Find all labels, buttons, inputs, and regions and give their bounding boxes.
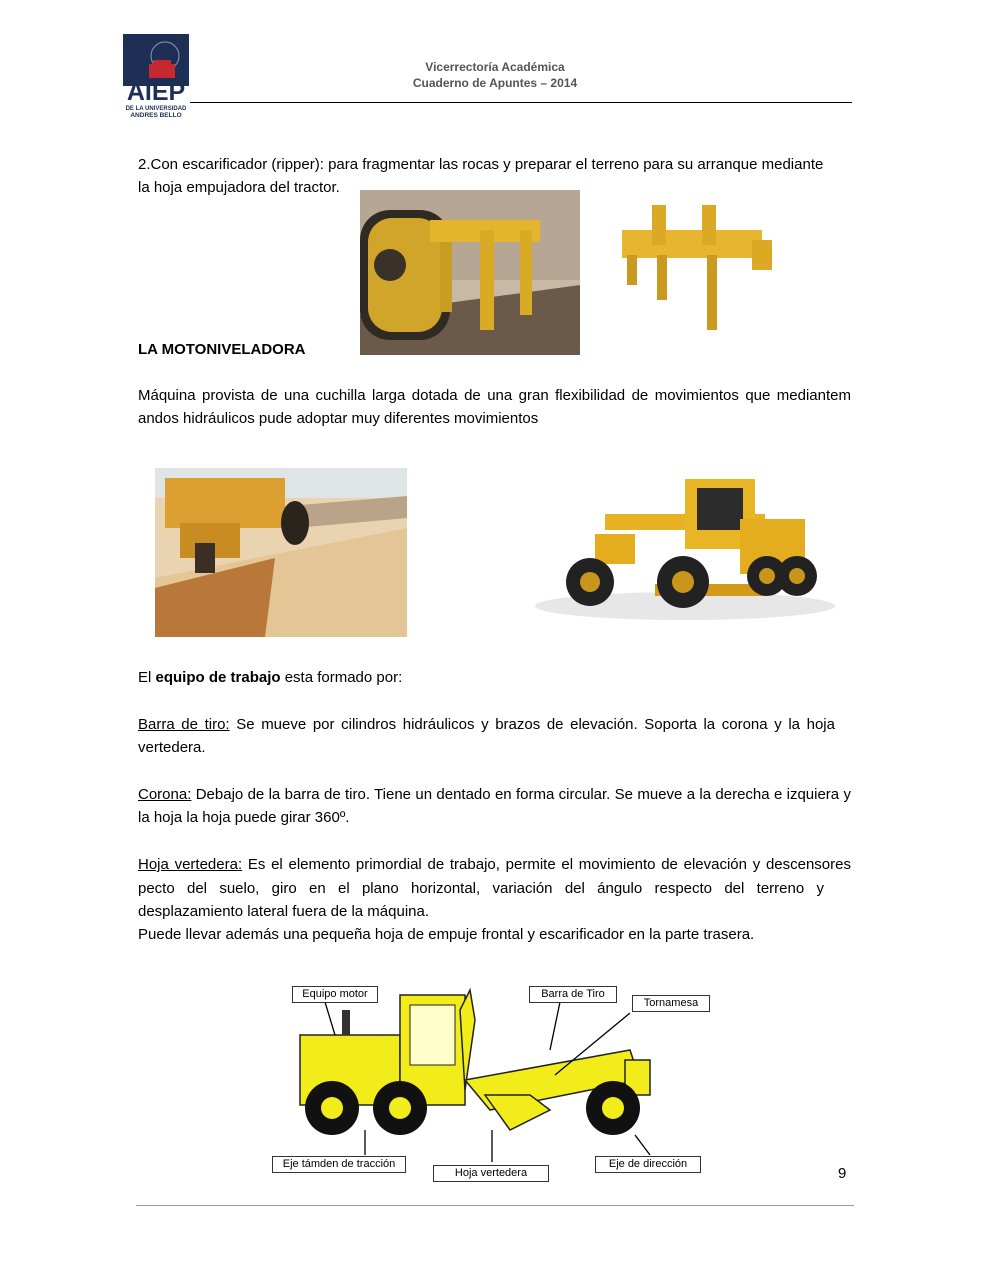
corona-term: Corona: bbox=[138, 786, 192, 803]
label-tornamesa: Tornamesa bbox=[632, 995, 710, 1012]
label-equipo-motor: Equipo motor bbox=[292, 986, 378, 1003]
grader-studio-photo bbox=[535, 474, 835, 624]
barra-line-1: Barra de tiro: Se mueve por cilindros hidráulicos y brazos de elevación. Soporta la corona y la hoja bbox=[138, 716, 835, 733]
hoja-line-3: desplazamiento lateral fuera de la máquina. bbox=[138, 903, 430, 920]
barra-line-2: vertedera. bbox=[138, 739, 206, 756]
intro-line-1: Máquina provista de una cuchilla larga dotada de una gran flexibilidad de movimientos que mediantem bbox=[138, 387, 851, 404]
intro-line-2: andos hidráulicos pude adoptar muy diferentes movimientos bbox=[138, 410, 539, 427]
header-rule bbox=[190, 102, 852, 103]
ripper-attachment-photo bbox=[612, 200, 774, 330]
section-title: LA MOTONIVELADORA bbox=[138, 341, 306, 358]
page-number: 9 bbox=[838, 1165, 847, 1182]
header-line-2: Cuaderno de Apuntes – 2014 bbox=[412, 76, 578, 90]
equipo-line: El equipo de trabajo esta formado por: bbox=[138, 669, 403, 686]
corona-line-1: Corona: Debajo de la barra de tiro. Tiene un dentado en forma circular. Se mueve a la derecha e izquiera y bbox=[138, 786, 851, 803]
hoja-line-4: Puede llevar además una pequeña hoja de empuje frontal y escarificador en la parte trasera. bbox=[138, 926, 755, 943]
hoja-line-1: Hoja vertedera: Es el elemento primordial de trabajo, permite el movimiento de elevación y descensores bbox=[138, 856, 851, 873]
hoja-term: Hoja vertedera: bbox=[138, 856, 243, 873]
ripper-line-2: la hoja empujadora del tractor. bbox=[138, 179, 340, 196]
hoja-line-2: pecto del suelo, giro en el plano horizontal, variación del ángulo respecto del terreno y bbox=[138, 880, 824, 897]
label-barra-tiro: Barra de Tiro bbox=[529, 986, 617, 1003]
svg-text:DE LA UNIVERSIDAD: DE LA UNIVERSIDAD bbox=[125, 106, 187, 112]
grader-diagram bbox=[270, 980, 715, 1185]
barra-term: Barra de tiro: bbox=[138, 716, 230, 733]
ripper-line-1: 2.Con escarificador (ripper): para fragmentar las rocas y preparar el terreno para su arranque mediante bbox=[138, 156, 824, 173]
dozer-ripper-photo bbox=[360, 190, 580, 355]
grader-working-photo bbox=[155, 468, 407, 637]
label-hoja-vertedera: Hoja vertedera bbox=[433, 1165, 549, 1182]
label-eje-direccion: Eje de dirección bbox=[595, 1156, 701, 1173]
corona-line-2: la hoja la hoja puede girar 360º. bbox=[138, 809, 350, 826]
logo-text: AIEP bbox=[126, 78, 186, 106]
svg-text:ANDRES BELLO: ANDRES BELLO bbox=[130, 112, 182, 118]
label-eje-tandem: Eje támden de tracción bbox=[272, 1156, 406, 1173]
header-line-1: Vicerrectoría Académica bbox=[425, 60, 565, 74]
aiep-logo bbox=[123, 34, 189, 118]
footer-rule bbox=[136, 1205, 854, 1206]
